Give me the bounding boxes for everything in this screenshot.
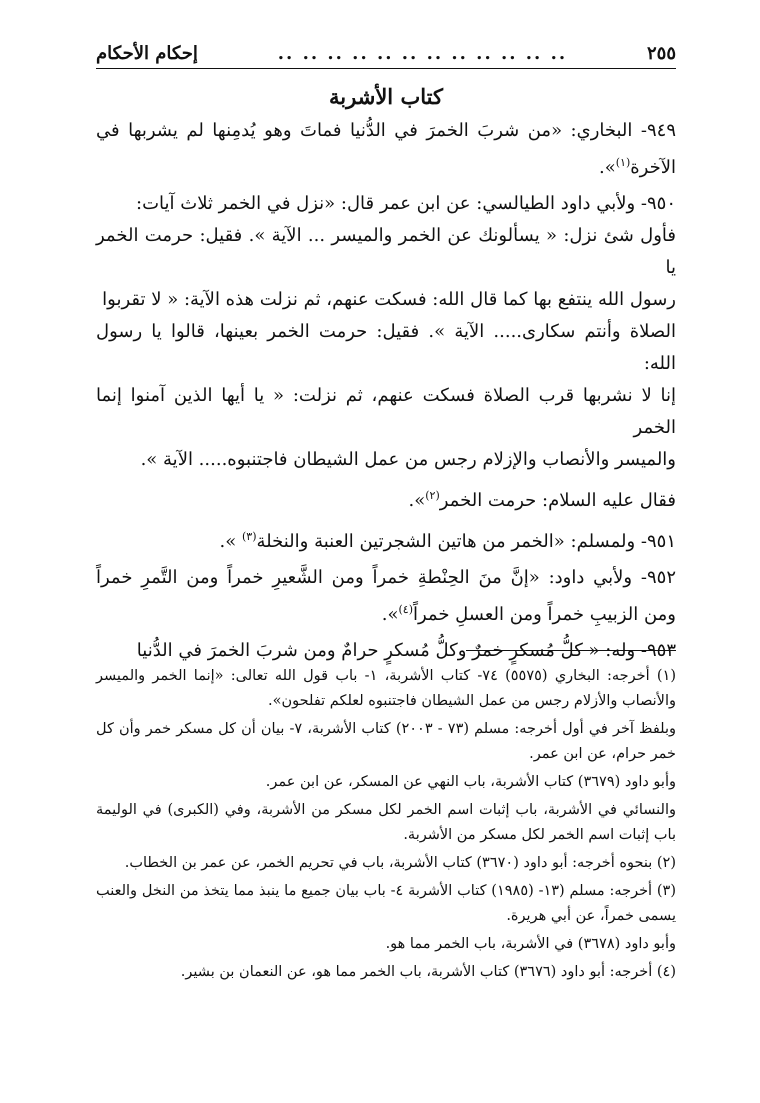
page-header [96, 34, 676, 64]
header-rule [96, 68, 676, 69]
hadith-950-line: ٩٥٠- ولأبي داود الطيالسي: عن ابن عمر قال: «نزل في الخمر ثلاث آيات: [136, 193, 676, 214]
main-text [96, 84, 676, 671]
footnote: وأبو داود (٣٦٧٨) في الأشربة، باب الخمر مما هو. [385, 936, 676, 952]
chapter-title: كتاب الأشربة [329, 84, 443, 109]
footnote: والنسائي في الأشربة، باب إثبات اسم الخمر لكل مسكر من الأشربة، وفي (الكبرى) في الوليمة باب إثبات اسم الخمر لكل مسكر من الأشربة. [96, 802, 676, 843]
hadith-950-line: فأول شئ نزل: « يسألونك عن الخمر والميسر ... الآية ». فقيل: حرمت الخمر يا [96, 225, 676, 278]
hadith-949: ٩٤٩- البخاري: «من شربَ الخمرَ في الدُّنيا فماتَ وهو يُدمِنها لم يشربها في الآخرة$^{(١)}$». [96, 120, 676, 178]
hadith-950-line: إنا لا نشربها قرب الصلاة فسكت عنهم، ثم نزلت: « يا أيها الذين آمنوا إنما الخمر [96, 385, 676, 438]
footnote: (٣) أخرجه: مسلم (١٣- (١٩٨٥) كتاب الأشربة ٤- باب بيان جميع ما ينبذ مما يتخذ من النخل والعنب يسمى خمراً، عن أبي هريرة. [96, 883, 676, 924]
hadith-950-line: والميسر والأنصاب والإزلام رجس من عمل الشيطان فاجتنبوه..... الآية ». [140, 449, 676, 470]
footnotes [96, 664, 676, 988]
footnote: وأبو داود (٣٦٧٩) كتاب الأشربة، باب النهي عن المسكر، عن ابن عمر. [265, 774, 676, 790]
hadith-950-line: رسول الله ينتفع بها كما قال الله: فسكت عنهم، ثم نزلت هذه الآية: « لا تقربوا [102, 289, 676, 310]
hadith-951: ٩٥١- ولمسلم: «الخمر من هاتين الشجرتين العنبة والنخلة$^{(٣)}$ ». [219, 530, 676, 552]
footnote: (٢) بنحوه أخرجه: أبو داود (٣٦٧٠) كتاب الأشربة، باب في تحريم الخمر، عن عمر بن الخطاب. [124, 855, 676, 871]
running-title: إحكام الأحكام [96, 43, 198, 64]
hadith-950-ending: فقال عليه السلام: حرمت الخمر$^{(٢)}$». [408, 489, 676, 511]
hadith-950 [96, 188, 676, 476]
footnote: (١) أخرجه: البخاري (٥٥٧٥) ٧٤- كتاب الأشربة، ١- باب قول الله تعالى: «إنما الخمر والميسر والأنصاب والأزلام رجس من عمل الشيطان فاجتنبوه لعلكم تفلحون». [96, 668, 676, 709]
hadith-950-line: الصلاة وأنتم سكارى..... الآية ». فقيل: حرمت الخمر بعينها، قالوا يا رسول الله: [96, 321, 676, 374]
hadith-953: ٩٥٣- وله: « كلُّ مُسكرٍ خمرٌ وكلُّ مُسكرٍ حرامٌ ومن شربَ الخمرَ في الدُّنيا [136, 640, 676, 661]
hadith-952: ٩٥٢- ولأبي داود: «إنَّ منَ الحِنْطةِ خمراً ومن الشَّعيرِ خمراً ومن التَّمرِ خمراً ومن الزبيبِ خمراً ومن العسلِ خمراً$^{(٤)}$». [96, 567, 676, 625]
footnote: (٤) أخرجه: أبو داود (٣٦٧٦) كتاب الأشربة، باب الخمر مما هو، عن النعمان بن بشير. [180, 964, 676, 980]
footnote-separator [466, 650, 676, 651]
page-number: ٢٥٥ [646, 43, 676, 64]
header-dots: .. .. .. .. .. .. .. .. .. .. .. .. [277, 43, 568, 64]
footnote: وبلفظ آخر في أول أخرجه: مسلم (٧٣ - ٢٠٠٣) كتاب الأشربة، ٧- بيان أن كل مسكر خمر وأن كل خمر حرام، عن ابن عمر. [96, 721, 676, 762]
